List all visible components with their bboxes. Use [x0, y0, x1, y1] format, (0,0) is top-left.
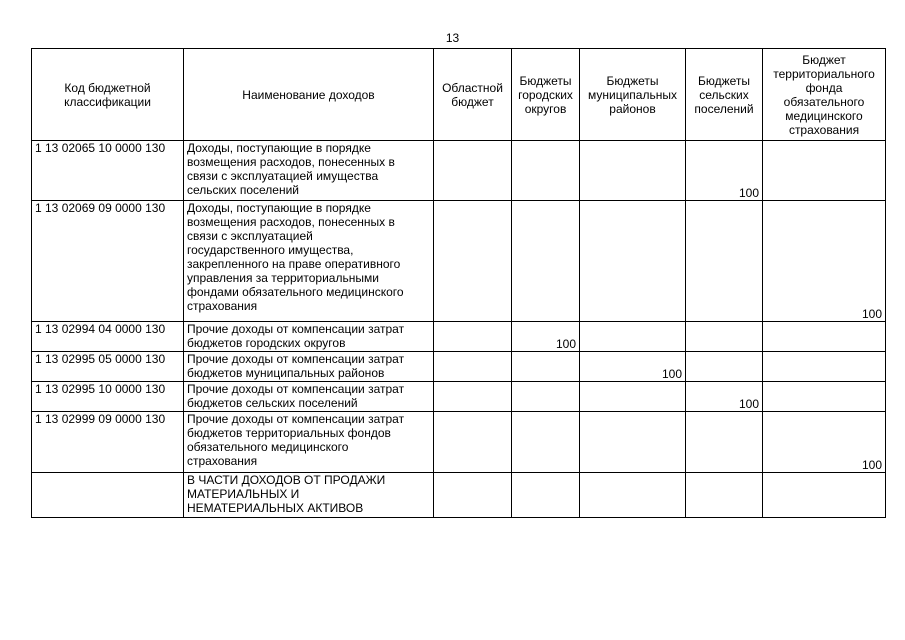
- allocation-percent: [580, 473, 686, 518]
- allocation-percent: [686, 322, 763, 352]
- allocation-percent: 100: [686, 382, 763, 412]
- table-header-row: [32, 49, 886, 141]
- classification-code: 1 13 02069 09 0000 130: [32, 201, 184, 322]
- allocation-percent: [763, 141, 886, 201]
- header-rural-settlements: Бюджеты сельских поселений: [686, 49, 763, 141]
- table-row: [32, 201, 886, 322]
- allocation-percent: 100: [512, 322, 580, 352]
- revenue-name: Доходы, поступающие в порядке возмещения расходов, понесенных в связи с эксплуатацией государственного имущества, закрепленного на праве оперативного управления за территориальными фондами обязательного медицинского страхования: [184, 201, 434, 322]
- allocation-percent: [512, 473, 580, 518]
- allocation-percent: [580, 322, 686, 352]
- allocation-percent: [580, 412, 686, 473]
- allocation-percent: [686, 201, 763, 322]
- allocation-percent: [763, 473, 886, 518]
- allocation-percent: [580, 382, 686, 412]
- header-regional-budget: Областной бюджет: [434, 49, 512, 141]
- allocation-percent: [512, 201, 580, 322]
- allocation-percent: [580, 141, 686, 201]
- allocation-percent: 100: [763, 201, 886, 322]
- classification-code: 1 13 02994 04 0000 130: [32, 322, 184, 352]
- allocation-percent: [434, 382, 512, 412]
- page-number: 13: [445, 31, 460, 45]
- allocation-percent: 100: [763, 412, 886, 473]
- allocation-percent: [763, 382, 886, 412]
- allocation-percent: [763, 352, 886, 382]
- allocation-percent: [512, 412, 580, 473]
- table-body: [32, 141, 886, 518]
- allocation-percent: [434, 352, 512, 382]
- classification-code: 1 13 02995 05 0000 130: [32, 352, 184, 382]
- allocation-percent: [512, 141, 580, 201]
- header-code: Код бюджетной классификации: [32, 49, 184, 141]
- allocation-percent: [763, 322, 886, 352]
- table-row: [32, 322, 886, 352]
- classification-code: [32, 473, 184, 518]
- allocation-percent: [434, 322, 512, 352]
- allocation-percent: [686, 412, 763, 473]
- table-row: [32, 141, 886, 201]
- table-row: [32, 473, 886, 518]
- allocation-percent: 100: [686, 141, 763, 201]
- allocation-percent: [512, 352, 580, 382]
- allocation-percent: [686, 352, 763, 382]
- table-row: [32, 382, 886, 412]
- allocation-percent: [686, 473, 763, 518]
- revenue-name: Прочие доходы от компенсации затрат бюджетов городских округов: [184, 322, 434, 352]
- revenue-name: Прочие доходы от компенсации затрат бюджетов сельских поселений: [184, 382, 434, 412]
- header-medical-insurance-fund: Бюджет территориального фонда обязательного медицинского страхования: [763, 49, 886, 141]
- revenue-name: В ЧАСТИ ДОХОДОВ ОТ ПРОДАЖИ МАТЕРИАЛЬНЫХ И НЕМАТЕРИАЛЬНЫХ АКТИВОВ: [184, 473, 434, 518]
- allocation-percent: [434, 141, 512, 201]
- revenue-table: [31, 48, 886, 518]
- allocation-percent: [434, 412, 512, 473]
- table-row: [32, 412, 886, 473]
- revenue-name: Прочие доходы от компенсации затрат бюджетов территориальных фондов обязательного медицинского страхования: [184, 412, 434, 473]
- allocation-percent: [434, 473, 512, 518]
- revenue-name: Доходы, поступающие в порядке возмещения расходов, понесенных в связи с эксплуатацией имущества сельских поселений: [184, 141, 434, 201]
- table-row: [32, 352, 886, 382]
- classification-code: 1 13 02065 10 0000 130: [32, 141, 184, 201]
- allocation-percent: 100: [580, 352, 686, 382]
- allocation-percent: [434, 201, 512, 322]
- classification-code: 1 13 02995 10 0000 130: [32, 382, 184, 412]
- revenue-name: Прочие доходы от компенсации затрат бюджетов муниципальных районов: [184, 352, 434, 382]
- allocation-percent: [512, 382, 580, 412]
- classification-code: 1 13 02999 09 0000 130: [32, 412, 184, 473]
- header-city-districts: Бюджеты городских округов: [512, 49, 580, 141]
- allocation-percent: [580, 201, 686, 322]
- header-name: Наименование доходов: [184, 49, 434, 141]
- header-municipal-districts: Бюджеты муниципальных районов: [580, 49, 686, 141]
